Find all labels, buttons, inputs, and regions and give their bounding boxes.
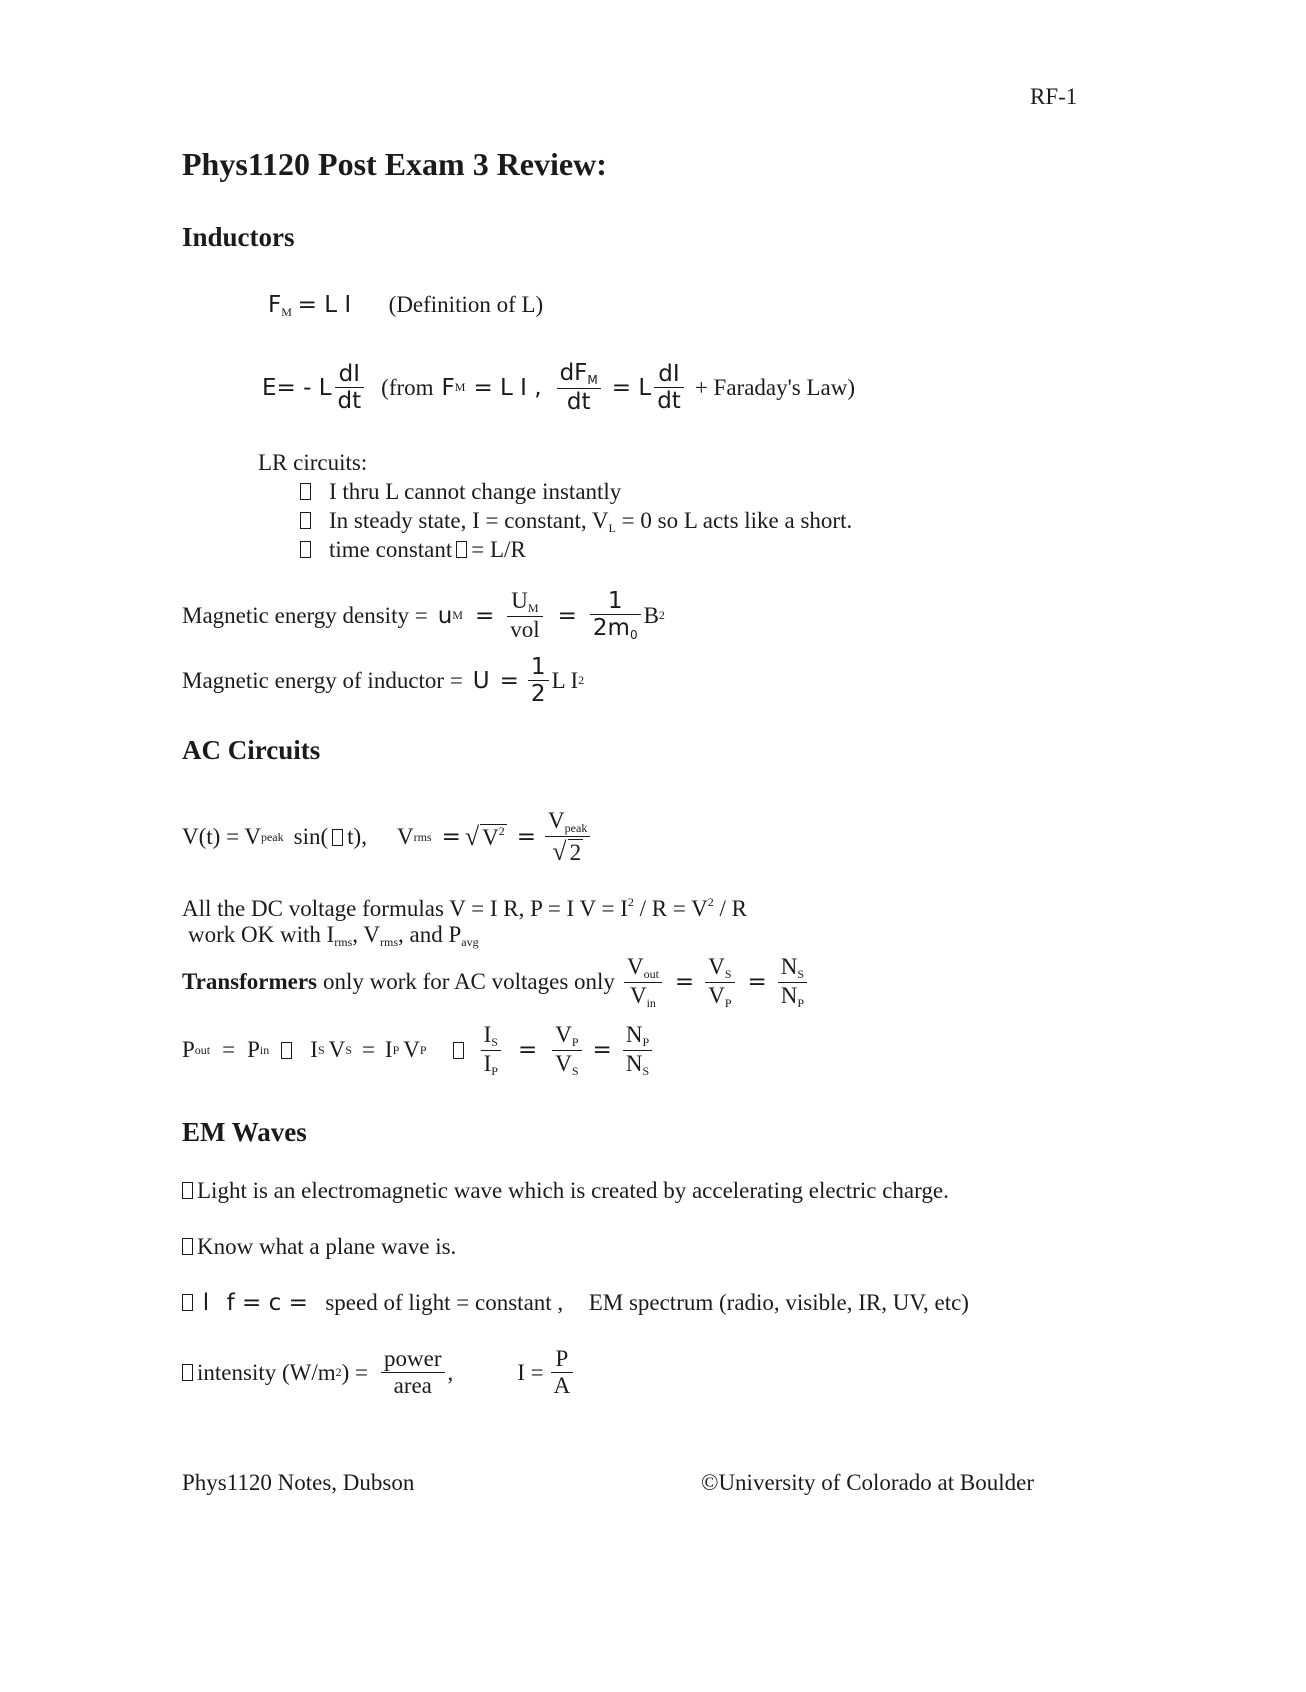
section-heading-ac: AC Circuits	[182, 735, 321, 765]
bullet-icon	[182, 1182, 193, 1199]
frac-vout-vin: $\frac{V_{out}}{V_{in}}$	[624, 954, 662, 1011]
eq-power-transformer: P out = P in I S V S = I P V P $\frac{I_S}{I_P}$ = $\frac{V_P}{V_S}$ = $\frac{N_P}{N_S}$	[182, 1022, 655, 1079]
energy-inductor-label: Magnetic energy of inductor =	[182, 667, 463, 693]
bullet-icon	[182, 1364, 193, 1381]
frac-dfm-dt: $\frac{dF_M}{dt}$	[557, 360, 601, 415]
lr-bullet-2: In steady state, I = constant, $V_L = 0$ so L acts like a short.	[296, 508, 852, 536]
eq-li: = L I	[297, 292, 352, 318]
frac-1-2mu: $\frac{1}{2m_0}$	[590, 588, 641, 643]
eq-energy-density: Magnetic energy density = u M = $\frac{U_M}{\text{vol}}$ = $\frac{1}{2m_0}$ B 2	[182, 588, 665, 643]
lr-bullet-3: time constant = L/R	[296, 537, 526, 563]
frac-vp-vs: $\frac{V_P}{V_S}$	[552, 1022, 581, 1079]
em-bullet-2: Know what a plane wave is.	[182, 1234, 456, 1260]
em-bullet-3: l f = c = speed of light = constant , EM spectrum (radio, visible, IR, UV, etc)	[182, 1290, 969, 1316]
emf-lhs: E= - L	[262, 374, 332, 401]
eq-f-sub: M	[281, 305, 292, 319]
section-heading-inductors: Inductors	[182, 222, 295, 252]
frac-power-area: $\frac{\text{power}}{\text{area}}$	[381, 1346, 444, 1400]
frac-di-dt-2: $\frac{dI}{dt}$	[654, 361, 684, 415]
emf-f-sub: M	[454, 380, 466, 395]
dc-formulas-line-1: All the DC voltage formulas V = I R, P = I $V = I^2 / R = V^2 / R$	[182, 895, 748, 921]
omega-glyph-icon	[332, 829, 343, 846]
emf-eq-li: = L I ,	[473, 374, 542, 401]
eq-definition-of-l	[268, 292, 543, 320]
page-id: RF-1	[1030, 84, 1078, 109]
emf-eq-l: = L	[611, 374, 652, 401]
lambda-glyph: l	[202, 1290, 210, 1316]
emf-tail: + Faraday's Law)	[694, 374, 855, 400]
lr-label: LR circuits:	[258, 450, 368, 475]
footer-left: Phys1120 Notes, Dubson	[182, 1470, 415, 1495]
frac-half: $\frac{1}{2}$	[528, 654, 549, 708]
implies-glyph-icon	[453, 1042, 464, 1059]
bullet-icon	[182, 1238, 193, 1255]
bullet-icon	[300, 512, 311, 529]
frac-di-dt: $\frac{dI}{dt}$	[335, 361, 365, 415]
section-heading-em: EM Waves	[182, 1117, 307, 1147]
eq-energy-inductor: Magnetic energy of inductor = U = $\frac{1}{2}$ L I 2	[182, 654, 585, 708]
eq-f: F	[268, 292, 282, 318]
energy-density-label: Magnetic energy density =	[182, 602, 428, 628]
sqrt-icon: √	[464, 822, 480, 852]
em-bullet-4: intensity (W/m 2 ) = $\frac{\text{power}}{\text{area}}$ , I = $\frac{P}{A}$	[182, 1346, 576, 1400]
page-title: Phys1120 Post Exam 3 Review:	[182, 146, 607, 182]
sqrt-icon: √	[552, 836, 567, 866]
frac-vpeak-root2: $\frac{V_{peak}}{√ 2}$	[545, 808, 590, 867]
em-bullet-1: Light is an electromagnetic wave which is created by accelerating electric charge.	[182, 1178, 949, 1204]
transformers-bold: Transformers	[182, 969, 317, 995]
eq-ac-voltage: V(t) = V peak sin( t), V rms = √ $V^2$ = $\frac{V_{peak}}{√ 2}$	[182, 808, 593, 867]
tau-glyph-icon	[456, 541, 467, 558]
bullet-icon	[300, 541, 311, 558]
frac-ns-np: $\frac{N_S}{N_P}$	[778, 954, 807, 1011]
bullet-icon	[182, 1294, 193, 1311]
eq-note: (Definition of L)	[388, 292, 544, 317]
frac-p-a: $\frac{P}{A}$	[551, 1346, 574, 1400]
dc-formulas-line-2: work OK with $I_{rms}$, $V_{rms}$, and $P_{avg}$	[188, 922, 479, 949]
eq-emf	[262, 360, 855, 415]
lr-bullet-1: I thru L cannot change instantly	[296, 479, 621, 505]
bullet-icon	[300, 483, 311, 500]
emf-f: F	[441, 374, 455, 401]
frac-is-ip: $\frac{I_S}{I_P}$	[481, 1022, 501, 1079]
footer-right: ©University of Colorado at Boulder	[700, 1470, 1034, 1495]
implies-glyph-icon	[281, 1042, 292, 1059]
emf-from: (from	[381, 374, 434, 400]
frac-vs-vp: $\frac{V_S}{V_P}$	[705, 954, 734, 1011]
frac-np-ns: $\frac{N_P}{N_S}$	[623, 1022, 652, 1079]
transformers-text: only work for AC voltages only	[322, 969, 615, 995]
frac-um-vol: $\frac{U_M}{\text{vol}}$	[507, 588, 542, 643]
eq-transformers: Transformers only work for AC voltages only $\frac{V_{out}}{V_{in}}$ = $\frac{V_S}{V_P}$ = $\frac{N_S}{N_P}$	[182, 954, 810, 1011]
